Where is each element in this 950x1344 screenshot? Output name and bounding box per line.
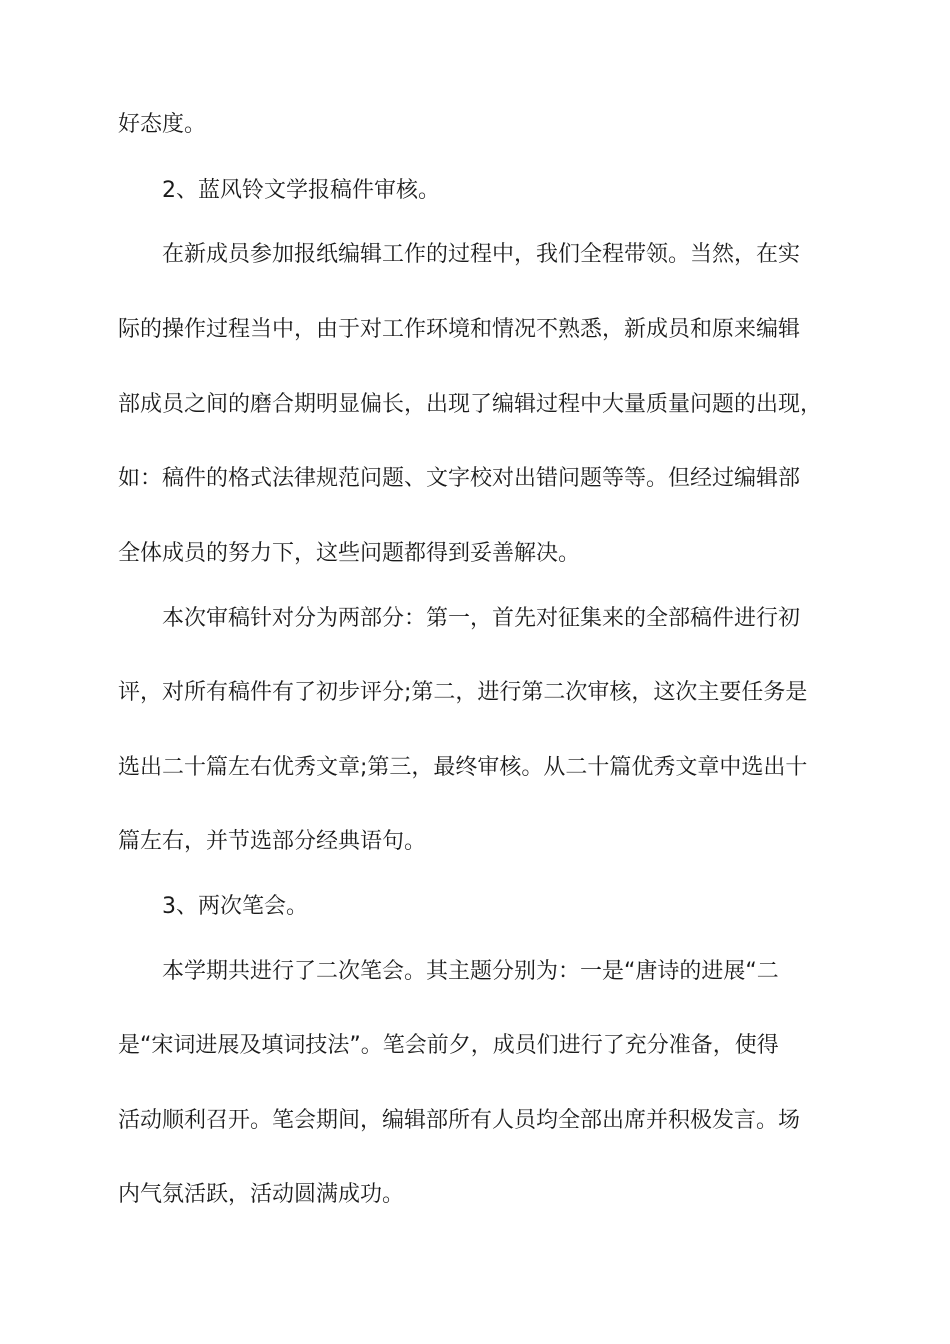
text-line: 在新成员参加报纸编辑工作的过程中，我们全程带领。当然，在实 [162, 242, 801, 267]
text-line: 际的操作过程当中，由于对工作环境和情况不熟悉，新成员和原来编辑 [118, 317, 801, 342]
text-line: 好态度。 [118, 112, 207, 137]
text-line: 全体成员的努力下，这些问题都得到妥善解决。 [118, 541, 581, 566]
text-line: 内气氛活跃，活动圆满成功。 [118, 1182, 405, 1207]
text-line: 活动顺利召开。笔会期间，编辑部所有人员均全部出席并积极发言。场 [118, 1108, 801, 1133]
section-heading: 2、蓝风铃文学报稿件审核。 [162, 178, 440, 203]
text-line: 如：稿件的格式法律规范问题、文字校对出错问题等等。但经过编辑部 [118, 466, 801, 491]
text-line: 本学期共进行了二次笔会。其主题分别为：一是“唐诗的进展“二 [162, 959, 779, 984]
text-line: 是“宋词进展及填词技法”。笔会前夕，成员们进行了充分准备，使得 [118, 1033, 779, 1058]
text-line: 部成员之间的磨合期明显偏长，出现了编辑过程中大量质量问题的出现， [118, 392, 823, 417]
text-line: 本次审稿针对分为两部分：第一，首先对征集来的全部稿件进行初 [162, 606, 801, 631]
text-line: 篇左右，并节选部分经典语句。 [118, 829, 427, 854]
text-line: 选出二十篇左右优秀文章;第三，最终审核。从二十篇优秀文章中选出十 [118, 755, 808, 780]
section-heading: 3、两次笔会。 [162, 894, 308, 919]
text-line: 评，对所有稿件有了初步评分;第二，进行第二次审核，这次主要任务是 [118, 680, 808, 705]
